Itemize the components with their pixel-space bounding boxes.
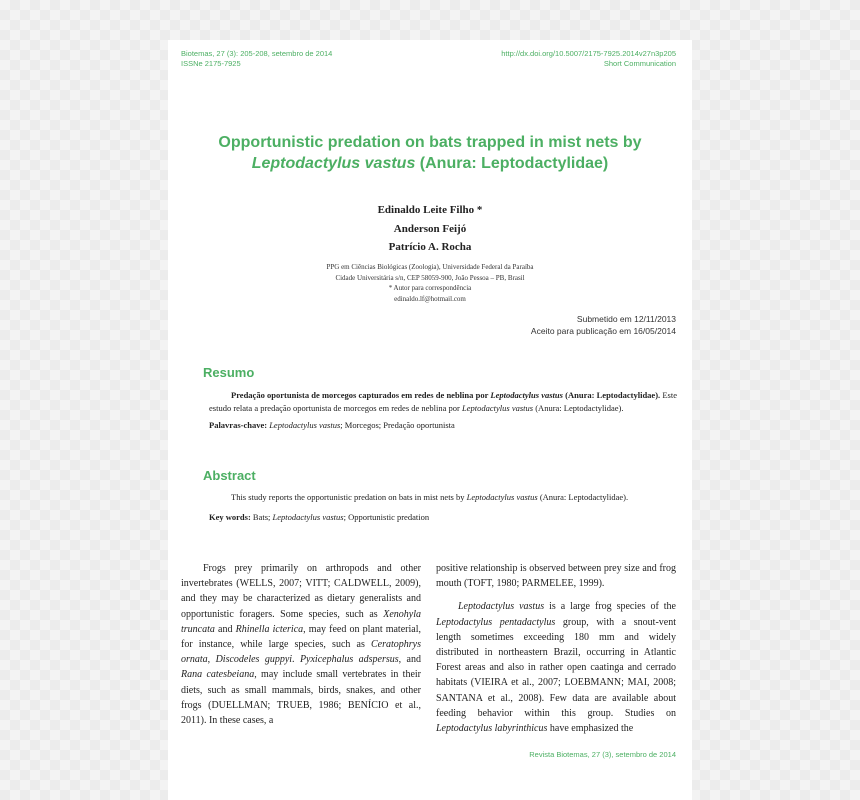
abstract-text bbox=[209, 491, 677, 504]
text-run: , and bbox=[398, 654, 421, 666]
paper-title bbox=[168, 132, 692, 174]
resumo-title-part-1: Predação oportunista de morcegos capturados em redes de neblina por bbox=[231, 390, 491, 400]
author-email[interactable]: edinaldo.lf@hotmail.com bbox=[394, 294, 466, 303]
doi-header bbox=[501, 49, 676, 69]
author-3: Patrício A. Rocha bbox=[388, 241, 472, 253]
abstract-heading: Abstract bbox=[203, 468, 256, 483]
author-2: Anderson Feijó bbox=[393, 222, 467, 235]
text-run: . bbox=[292, 654, 300, 666]
resumo-keywords bbox=[209, 419, 677, 432]
text-run: Frogs prey primarily on arthropods and other invertebrates (WELLS, 2007; VITT; CALDWELL, 2009), and they may be characterized as dietary generalists and opportunistic foragers. Some species, such as bbox=[181, 563, 421, 620]
continued-paragraph: positive relationship is observed between prey size and frog mouth (TOFT, 1980; PARMELEE, 1999). bbox=[436, 563, 676, 590]
text-run: have emphasized the bbox=[547, 723, 634, 735]
page-footer: Revista Biotemas, 27 (3), setembro de 2014 bbox=[529, 750, 676, 759]
species-name: Leptodactylus labyrinthicus bbox=[436, 723, 548, 735]
text-run: , may include small vertebrates in their diets, such as small mammals, birds, snakes, and other frogs (DUELLMAN; TRUEB, 1986; BENÍCIO et al., 2011). In these cases, a bbox=[181, 669, 422, 727]
journal-citation: Biotemas, 27 (3): 205-208, setembro de 2014 bbox=[181, 49, 333, 58]
title-line-2 bbox=[168, 153, 692, 174]
species-name: Discodeles guppyi bbox=[215, 654, 293, 666]
abstract-keywords-label: Key words: bbox=[209, 511, 251, 522]
submitted-date: Submetido em 12/11/2013 bbox=[576, 314, 676, 324]
doi-link[interactable]: http://dx.doi.org/10.5007/2175-7925.2014v27n3p205 bbox=[501, 49, 676, 58]
title-rest: (Anura: Leptodactylidae) bbox=[415, 155, 609, 172]
resumo-body-part-2: (Anura: Leptodactylidae). bbox=[533, 402, 624, 413]
accepted-date: Aceito para publicação em 16/05/2014 bbox=[530, 326, 676, 336]
article-type: Short Communication bbox=[603, 59, 676, 68]
resumo-body-species: Leptodactylus vastus bbox=[462, 402, 534, 413]
species-name: Rhinella icterica bbox=[235, 623, 304, 635]
abstract-body-part-1: This study reports the opportunistic predation on bats in mist nets by bbox=[231, 492, 467, 502]
body-column-left bbox=[181, 561, 421, 728]
species-name: Leptodactylus pentadactylus bbox=[436, 616, 556, 628]
abstract-body-part-2: (Anura: Leptodactylidae). bbox=[537, 492, 629, 502]
species-name: Xenohyla truncata bbox=[181, 608, 421, 635]
journal-header bbox=[181, 49, 332, 69]
title-species: Leptodactylus vastus bbox=[251, 155, 416, 172]
species-paragraph bbox=[436, 599, 676, 736]
author-list bbox=[168, 201, 692, 257]
resumo-title-part-2: (Anura: Leptodactylidae). bbox=[562, 390, 661, 400]
abstract-keywords bbox=[209, 511, 677, 524]
resumo-keywords-label: Palavras-chave: bbox=[209, 420, 268, 430]
abstract-block bbox=[209, 491, 677, 523]
resumo-keywords-species: Leptodactylus vastus bbox=[269, 420, 341, 430]
text-run: is a large frog species of the bbox=[544, 601, 676, 613]
species-name: Ceratophrys ornata bbox=[181, 639, 421, 666]
abstract-keywords-species: Leptodactylus vastus bbox=[272, 511, 344, 522]
abstract-body-species: Leptodactylus vastus bbox=[466, 492, 538, 502]
resumo-keywords-rest: ; Morcegos; Predação oportunista bbox=[340, 420, 455, 430]
affiliation bbox=[168, 262, 692, 304]
text-run: group, with a snout-vent length sometimes exceeding 180 mm and widely distributed in northeastern Brazil, occurring in Atlantic Forest areas and also in rather open caatinga and cerrado habitats (VIEIRA et al., 2007; LOEBMANN; MAI, 2008; SANTANA et al., 2008). Few data are available about feeding behavior within this group. Studies on bbox=[436, 616, 676, 719]
abstract-keywords-part-2: ; Opportunistic predation bbox=[343, 511, 430, 522]
affiliation-line-1: PPG em Ciências Biológicas (Zoologia), Universidade Federal da Paraíba bbox=[326, 263, 534, 271]
body-column-right bbox=[436, 561, 676, 736]
resumo-body-part-1: Este estudo relata a predação oportunista de morcegos em redes de neblina por bbox=[209, 390, 677, 413]
species-name: Leptodactylus vastus bbox=[458, 601, 545, 613]
resumo-title bbox=[231, 390, 660, 400]
text-run: , bbox=[207, 654, 216, 666]
abstract-keywords-part-1: Bats; bbox=[250, 511, 273, 522]
species-name: Rana catesbeiana bbox=[181, 669, 255, 681]
text-run: , may feed on plant material, for instance, while large species, such as bbox=[181, 623, 421, 651]
resumo-title-species: Leptodactylus vastus bbox=[490, 390, 563, 400]
author-1: Edinaldo Leite Filho * bbox=[377, 204, 483, 216]
title-line-1: Opportunistic predation on bats trapped in mist nets by bbox=[218, 134, 642, 151]
resumo-text bbox=[209, 389, 677, 414]
affiliation-line-2: Cidade Universitária s/n, CEP 58059-900, João Pessoa – PB, Brasil bbox=[335, 273, 525, 282]
species-name: Pyxicephalus adspersus bbox=[299, 654, 399, 666]
submission-dates bbox=[531, 313, 676, 337]
resumo-heading: Resumo bbox=[203, 365, 255, 380]
resumo-block bbox=[209, 389, 677, 432]
text-run: and bbox=[214, 623, 236, 635]
intro-paragraph bbox=[181, 561, 421, 728]
issn: ISSNe 2175-7925 bbox=[181, 59, 241, 68]
correspondence-note: * Autor para correspondência bbox=[388, 284, 472, 292]
